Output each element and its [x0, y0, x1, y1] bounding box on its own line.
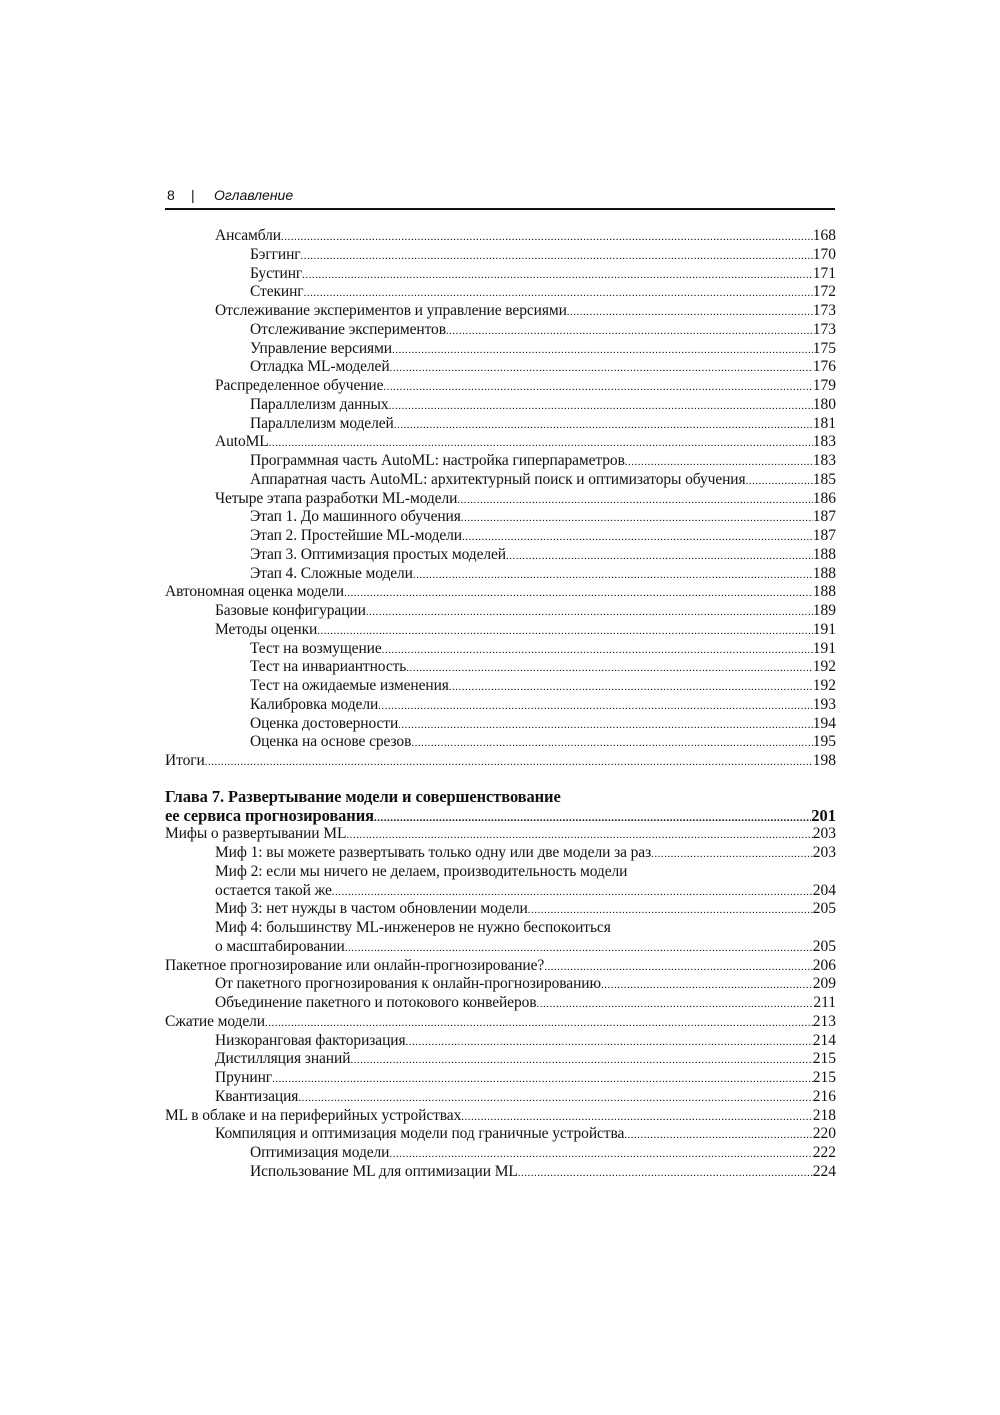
dot-leader	[398, 716, 813, 734]
toc-entry-text: Стекинг	[250, 283, 304, 301]
toc-entry[interactable]	[165, 994, 836, 1013]
toc-entry-text: Миф 1: вы можете развертывать только одну или две модели за раз	[215, 844, 652, 861]
toc-entry-text: Ансамбли	[215, 227, 281, 244]
toc-page-number: 181	[812, 414, 836, 432]
toc-entry[interactable]	[165, 377, 836, 396]
toc-entry[interactable]	[165, 938, 836, 957]
toc-entry[interactable]	[165, 1013, 836, 1032]
dot-leader	[406, 659, 812, 677]
chapter-entry[interactable]	[165, 807, 836, 826]
toc-entry[interactable]	[165, 565, 836, 584]
toc-entry-text: AutoML	[215, 433, 269, 451]
toc-page-number: 201	[811, 806, 836, 825]
toc-entry-text: Этап 2. Простейшие ML-модели	[250, 527, 462, 544]
dot-leader	[411, 734, 812, 752]
toc-entry[interactable]	[165, 1088, 836, 1107]
toc-entry[interactable]	[165, 227, 836, 246]
toc-entry[interactable]	[165, 490, 836, 509]
toc-entry-text: Параллелизм данных	[250, 395, 389, 413]
toc-entry[interactable]	[165, 1144, 836, 1163]
toc-entry-text: Сжатие модели	[165, 1012, 265, 1030]
running-header	[165, 186, 835, 210]
toc-page-number: 206	[812, 956, 836, 974]
dot-leader	[281, 228, 813, 246]
toc-entry-text: Прунинг	[215, 1069, 273, 1086]
toc-entry[interactable]	[165, 1163, 836, 1182]
toc-entry-text: Бэггинг	[250, 245, 301, 263]
toc-entry[interactable]	[165, 583, 836, 602]
toc-page-number: 185	[812, 470, 836, 488]
toc-entry[interactable]	[165, 302, 836, 321]
dot-leader	[301, 247, 813, 265]
dot-leader	[506, 547, 813, 565]
toc-entry-text: Отладка ML-моделей	[250, 358, 390, 376]
dot-leader	[457, 491, 812, 509]
toc-page-number: 188	[812, 564, 836, 582]
dot-leader	[344, 584, 813, 602]
toc-entry-text: Дистилляция знаний	[215, 1050, 351, 1068]
toc-page-number: 180	[812, 395, 836, 413]
toc-entry[interactable]	[165, 957, 836, 976]
dot-leader	[389, 1145, 812, 1163]
toc-entry-text: Миф 2: если мы ничего не делаем, производительность модели	[215, 862, 628, 880]
toc-entry[interactable]	[165, 752, 836, 771]
toc-page-number: 218	[812, 1106, 836, 1124]
toc-entry-text: Миф 3: нет нужды в частом обновлении модели	[215, 900, 528, 918]
toc-entry-text: Базовые конфигурации	[215, 602, 366, 619]
toc-entry[interactable]	[165, 433, 836, 452]
toc-entry[interactable]	[165, 640, 836, 659]
toc-page-number: 176	[812, 358, 836, 376]
toc-page-number: 173	[812, 302, 836, 319]
dot-leader	[461, 509, 813, 527]
dot-leader	[405, 1033, 812, 1051]
toc-entry[interactable]	[165, 396, 836, 415]
toc-page-number: 175	[812, 339, 836, 357]
dot-leader	[413, 566, 813, 584]
toc-entry-text: Оценка на основе срезов	[250, 733, 412, 751]
dot-leader	[345, 939, 813, 957]
toc-entry[interactable]	[165, 602, 836, 621]
toc-entry[interactable]	[165, 452, 836, 471]
toc-entry-text: Тест на ожидаемые изменения	[250, 677, 449, 694]
toc-entry[interactable]	[165, 246, 836, 265]
chapter-title-line	[165, 788, 836, 807]
dot-leader	[389, 397, 813, 415]
toc-entry-text: о масштабировании	[215, 937, 345, 955]
toc-entry[interactable]	[165, 471, 836, 490]
toc-page-number: 194	[812, 714, 836, 732]
toc-entry-first-line	[165, 919, 836, 938]
toc-page-number: 192	[812, 677, 836, 694]
dot-leader	[394, 416, 813, 434]
toc-page-number: 224	[812, 1162, 836, 1180]
toc-entry[interactable]	[165, 283, 836, 302]
toc-entry-text: Глава 7. Развертывание модели и совершенствование	[165, 787, 561, 806]
dot-leader	[651, 845, 813, 863]
toc-page-number: 192	[812, 658, 836, 676]
dot-leader	[374, 809, 811, 826]
dot-leader	[528, 901, 813, 919]
toc-page-number: 172	[812, 283, 836, 301]
toc-page-number: 214	[812, 1031, 836, 1049]
toc-page-number: 209	[812, 975, 836, 993]
dot-leader	[390, 359, 813, 377]
toc-entry-text: Калибровка модели	[250, 695, 379, 713]
toc-entry-text: Отслеживание экспериментов	[250, 320, 446, 338]
dot-leader	[302, 266, 813, 284]
dot-leader	[317, 622, 812, 640]
dot-leader	[382, 641, 813, 659]
toc-page-number: 183	[812, 452, 836, 469]
toc-entry-text: остается такой же	[215, 881, 332, 899]
dot-leader	[269, 434, 813, 452]
toc-entry[interactable]	[165, 658, 836, 677]
toc-entry-text: Использование ML для оптимизации ML	[250, 1162, 518, 1180]
dot-leader	[536, 995, 813, 1013]
toc-entry-text: Компиляция и оптимизация модели под граничные устройства	[215, 1125, 625, 1143]
dot-leader	[462, 528, 813, 546]
page-number: 8	[167, 187, 175, 203]
toc-page-number: 222	[812, 1144, 836, 1161]
toc-page-number: 213	[812, 1012, 836, 1030]
toc-entry[interactable]	[165, 844, 836, 863]
toc-entry[interactable]	[165, 621, 836, 640]
toc-page-number: 195	[812, 733, 836, 751]
toc-entry-text: Автономная оценка модели	[165, 583, 344, 601]
toc-entry[interactable]	[165, 975, 836, 994]
toc-entry[interactable]	[165, 1107, 836, 1126]
toc-entry[interactable]	[165, 546, 836, 565]
dot-leader	[518, 1164, 813, 1182]
toc-page-number: 170	[812, 245, 836, 263]
toc-entry-text: Программная часть AutoML: настройка гиперпараметров	[250, 452, 625, 469]
toc-page-number: 183	[812, 433, 836, 451]
toc-entry[interactable]	[165, 321, 836, 340]
toc-page-number: 198	[812, 752, 836, 769]
dot-leader	[601, 976, 813, 994]
toc-page-number: 204	[812, 881, 836, 899]
toc-entry[interactable]	[165, 1032, 836, 1051]
toc-page-number: 188	[812, 583, 836, 601]
dot-leader	[383, 378, 812, 396]
toc-entry-text: Квантизация	[215, 1087, 299, 1105]
toc-entry-text: ее сервиса прогнозирования	[165, 806, 374, 825]
toc-entry[interactable]	[165, 527, 836, 546]
dot-leader	[346, 826, 812, 844]
toc-entry[interactable]	[165, 696, 836, 715]
toc-entry-text: Низкоранговая факторизация	[215, 1031, 406, 1049]
toc-entry-text: ML в облаке и на периферийных устройствах	[165, 1106, 462, 1124]
toc-entry[interactable]	[165, 1069, 836, 1088]
dot-leader	[567, 303, 813, 321]
toc-entry-text: Методы оценки	[215, 620, 318, 638]
toc-entry-text: Мифы о развертывании ML	[165, 825, 347, 843]
toc-page-number: 189	[812, 602, 836, 619]
toc-entry[interactable]	[165, 1125, 836, 1144]
toc-page-number: 173	[812, 320, 836, 338]
toc-page-number: 203	[812, 825, 836, 843]
dot-leader	[265, 1014, 813, 1032]
toc-entry-text: Этап 1. До машинного обучения	[250, 508, 461, 526]
toc-page-number: 203	[812, 844, 836, 861]
dot-leader	[392, 341, 813, 359]
toc-entry[interactable]	[165, 677, 836, 696]
dot-leader	[205, 753, 813, 771]
toc-page-number: 211	[813, 994, 836, 1011]
toc-page-number: 179	[812, 377, 836, 394]
toc-entry-text: Управление версиями	[250, 339, 392, 357]
dot-leader	[304, 284, 813, 302]
toc-entry[interactable]	[165, 508, 836, 527]
dot-leader	[350, 1051, 812, 1069]
dot-leader	[298, 1089, 812, 1107]
toc-entry-text: Тест на возмущение	[250, 639, 382, 657]
toc-entry-text: Аппаратная часть AutoML: архитектурный поиск и оптимизаторы обучения	[250, 470, 746, 488]
toc-page-number: 171	[812, 264, 836, 282]
toc-entry[interactable]	[165, 340, 836, 359]
toc-entry[interactable]	[165, 715, 836, 734]
toc-entry[interactable]	[165, 358, 836, 377]
dot-leader	[625, 453, 813, 471]
dot-leader	[449, 678, 813, 696]
toc-entry-text: От пакетного прогнозирования к онлайн-прогнозированию	[215, 975, 601, 993]
header-separator: |	[191, 187, 195, 203]
dot-leader	[272, 1070, 813, 1088]
toc-entry-text: Распределенное обучение	[215, 377, 384, 394]
toc-entry-text: Миф 4: большинству ML-инженеров не нужно беспокоиться	[215, 919, 611, 936]
toc-entry[interactable]	[165, 882, 836, 901]
toc-entry-text: Этап 4. Сложные модели	[250, 564, 413, 582]
toc-entry[interactable]	[165, 415, 836, 434]
dot-leader	[461, 1108, 813, 1126]
toc-entry-text: Параллелизм моделей	[250, 414, 394, 432]
toc-entry-text: Оценка достоверности	[250, 714, 399, 732]
toc-page-number: 191	[812, 639, 836, 657]
dot-leader	[378, 697, 813, 715]
toc-entry-text: Итоги	[165, 752, 205, 769]
toc-entry-text: Тест на инвариантность	[250, 658, 407, 676]
toc-page-number: 216	[812, 1087, 836, 1105]
dot-leader	[446, 322, 813, 340]
toc-page-number: 205	[812, 937, 836, 955]
toc-entry-text: Объединение пакетного и потокового конвейеров	[215, 994, 537, 1011]
toc-page-number: 188	[812, 545, 836, 563]
toc-entry-text: Пакетное прогнозирование или онлайн-прогнозирование?	[165, 956, 545, 974]
toc-page-number: 187	[812, 508, 836, 526]
toc-entry-text: Оптимизация модели	[250, 1144, 390, 1161]
toc-page-number: 205	[812, 900, 836, 918]
toc-entry-text: Четыре этапа разработки ML-модели	[215, 489, 458, 507]
table-of-contents	[165, 227, 836, 1182]
toc-page-number: 187	[812, 527, 836, 544]
dot-leader	[624, 1126, 812, 1144]
toc-page-number: 191	[812, 620, 836, 638]
toc-page-number: 215	[812, 1069, 836, 1086]
header-title: Оглавление	[214, 187, 294, 203]
dot-leader	[366, 603, 813, 621]
dot-leader	[332, 883, 813, 901]
toc-page-number: 186	[812, 489, 836, 507]
toc-entry-text: Бустинг	[250, 264, 303, 282]
toc-page-number: 215	[812, 1050, 836, 1068]
toc-entry[interactable]	[165, 900, 836, 919]
toc-entry-text: Отслеживание экспериментов и управление версиями	[215, 302, 567, 319]
toc-entry-first-line	[165, 863, 836, 882]
toc-page-number: 193	[812, 695, 836, 713]
dot-leader	[746, 472, 813, 490]
toc-page-number: 220	[812, 1125, 836, 1143]
toc-entry[interactable]	[165, 265, 836, 284]
toc-entry-text: Этап 3. Оптимизация простых моделей	[250, 545, 506, 563]
toc-page-number: 168	[812, 227, 836, 244]
toc-entry[interactable]	[165, 733, 836, 752]
toc-entry[interactable]	[165, 825, 836, 844]
dot-leader	[544, 958, 813, 976]
toc-entry[interactable]	[165, 1050, 836, 1069]
